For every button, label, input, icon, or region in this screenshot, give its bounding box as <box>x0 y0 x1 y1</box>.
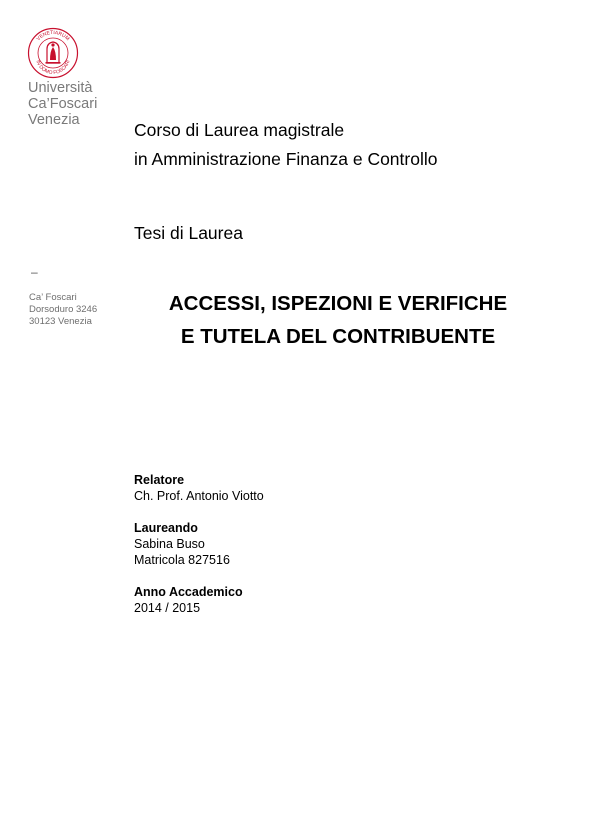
seal-emblem-icon <box>46 42 61 64</box>
thesis-title <box>128 287 548 353</box>
university-address <box>29 292 97 328</box>
thesis-label: Tesi di Laurea <box>134 223 243 243</box>
relatore-name: Ch. Prof. Antonio Viotto <box>134 489 264 503</box>
anno-value: 2014 / 2015 <box>134 601 201 615</box>
university-name-line: Venezia <box>28 112 80 128</box>
thesis-title-line-2: E TUTELA DEL CONTRIBUENTE <box>180 325 496 348</box>
anno-block <box>134 584 264 616</box>
laureando-label: Laureando <box>134 521 198 535</box>
thesis-info <box>134 472 264 632</box>
thesis-title-line-1: ACCESSI, ISPEZIONI E VERIFICHE <box>168 292 508 315</box>
course-line-2: in Amministrazione Finanza e Controllo <box>134 149 438 169</box>
university-seal-logo <box>27 27 79 79</box>
course-line-1: Corso di Laurea magistrale <box>134 120 345 140</box>
university-name <box>28 80 97 128</box>
course-name <box>134 116 437 174</box>
seal-text-bottom: IN DOMO FOSCARI <box>34 59 72 77</box>
laureando-name: Sabina Buso <box>134 537 205 551</box>
address-line: 30123 Venezia <box>29 316 92 327</box>
relatore-block <box>134 472 264 504</box>
laureando-block <box>134 520 264 568</box>
anno-label: Anno Accademico <box>134 585 243 599</box>
laureando-matricola: Matricola 827516 <box>134 553 230 567</box>
address-line: Ca’ Foscari <box>29 292 77 303</box>
seal-text-top: VENETIARUM <box>35 29 71 43</box>
relatore-label: Relatore <box>134 473 185 487</box>
separator-dash: – <box>31 265 38 279</box>
university-name-line: Università <box>28 80 93 96</box>
university-name-line: Ca’Foscari <box>28 96 98 112</box>
address-line: Dorsoduro 3246 <box>29 304 98 315</box>
